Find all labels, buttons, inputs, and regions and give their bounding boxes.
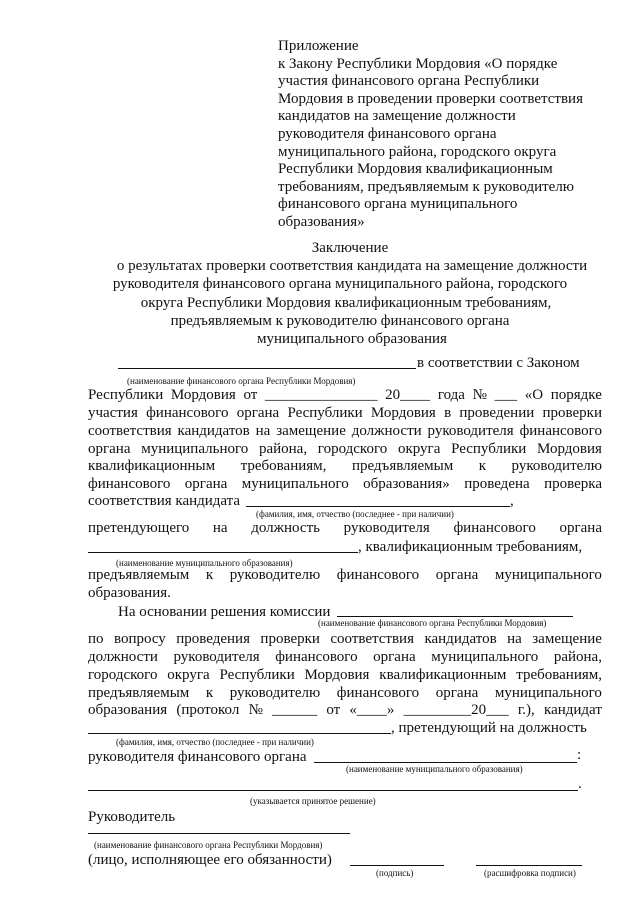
word: к <box>205 685 214 701</box>
word: г.), <box>517 702 535 718</box>
fill-line-fio <box>246 506 510 507</box>
word: на <box>255 423 271 439</box>
subtitle-line: предъявляемым к руководителю финансового органа <box>170 312 510 329</box>
word: ___ <box>494 387 518 403</box>
subtitle-line: руководителя финансового органа муниципального района, городского <box>112 276 568 293</box>
word: Республики <box>88 387 164 403</box>
fill-line-fio-2 <box>88 733 391 734</box>
caption-fin-organ-2: (наименование финансового органа Республики Мордовия) <box>318 618 547 628</box>
appendix-line: Приложение <box>278 38 359 54</box>
word: органа <box>435 567 479 583</box>
text-line-15 <box>88 649 602 666</box>
subtitle-line: муниципального образования <box>257 331 447 348</box>
fill-line-sign <box>350 865 444 866</box>
text-line-8-start: соответствия кандидата <box>88 493 241 509</box>
text-line-13-start: На основании решения комиссии <box>118 604 331 620</box>
word: муниципального <box>431 649 539 665</box>
word: проверки <box>260 631 320 647</box>
caption-decision: (указывается принятое решение) <box>250 796 376 806</box>
word: Мордовия <box>537 441 602 457</box>
text-line-6 <box>88 458 602 475</box>
text-line-7 <box>88 476 602 493</box>
text-line-17 <box>88 685 602 702</box>
fill-line-mun-2 <box>314 762 577 763</box>
text-line-18 <box>88 702 602 719</box>
appendix-line: руководителя финансового органа <box>278 126 497 142</box>
word: органа <box>559 520 602 536</box>
word: муниципального <box>494 685 602 701</box>
word: органа <box>88 441 131 457</box>
appendix-line: муниципального района, городского округа <box>278 143 557 160</box>
fill-line-fin-organ <box>118 368 416 369</box>
word: Мордовия <box>170 387 236 403</box>
word: ______ <box>272 702 318 718</box>
caption-fio-2: (фамилия, имя, отчество (последнее - при наличии) <box>116 737 314 747</box>
word: финансового <box>88 476 171 492</box>
word: участия <box>88 405 138 421</box>
word: финансового <box>146 405 229 421</box>
fill-line-decode <box>476 865 582 866</box>
word: вопросу <box>113 631 166 647</box>
word: кандидат <box>544 702 602 718</box>
word: финансового <box>453 520 536 536</box>
word: должность <box>251 520 320 536</box>
word: по <box>88 631 104 647</box>
text-line-10-end: , квалификационным требованиям, <box>358 539 583 555</box>
text-line-4 <box>88 423 602 440</box>
word: к <box>205 567 214 583</box>
word: муниципального <box>241 476 349 492</box>
caption-mun: (наименование муниципального образования) <box>116 558 293 568</box>
word: Республики <box>451 441 527 457</box>
text-line-20-end: : <box>577 747 582 763</box>
document-heading: Заключение <box>311 240 389 256</box>
text-line-14 <box>88 631 602 648</box>
text-line-19-end: , претендующий на должность <box>391 720 587 736</box>
word: руководителя <box>343 520 430 536</box>
word: 20____ <box>385 387 431 403</box>
text-line-12: образования. <box>88 585 171 601</box>
word: _______________ <box>265 387 378 403</box>
word: проверка <box>544 476 602 492</box>
word: района, <box>258 441 308 457</box>
word: образования» <box>363 476 450 492</box>
fill-line-fin-organ-3 <box>88 833 350 834</box>
text-line-3 <box>88 405 602 422</box>
text-line-20-start: руководителя финансового органа <box>88 749 307 765</box>
word: № <box>248 702 263 718</box>
word: муниципального <box>141 441 249 457</box>
word: Мордовия <box>304 667 370 683</box>
fill-line-commission <box>337 616 573 617</box>
text-line-9 <box>88 520 602 537</box>
text-line-5 <box>88 441 602 458</box>
signature-acting: (лицо, исполняющее его обязанности) <box>88 852 332 868</box>
text-line-16 <box>88 667 602 684</box>
fill-line-mun <box>88 552 358 553</box>
word: городского <box>88 667 158 683</box>
word: органа <box>236 405 280 421</box>
word: претендующего <box>88 520 190 536</box>
caption-sign: (подпись) <box>376 868 414 878</box>
word: замещение <box>532 631 602 647</box>
word: проверки <box>542 405 602 421</box>
word: образования <box>88 702 168 718</box>
word: органа <box>435 685 479 701</box>
word: от <box>326 702 341 718</box>
word: кандидатов <box>177 423 250 439</box>
caption-mun-2: (наименование муниципального образования) <box>346 764 523 774</box>
text-line-2 <box>88 387 602 404</box>
word: руководителю <box>229 567 321 583</box>
word: руководителя <box>173 649 260 665</box>
word: года <box>437 387 465 403</box>
word: предъявляемым <box>88 567 190 583</box>
word: должности <box>88 649 158 665</box>
subtitle-line: о результатах проверки соответствия кандидата на замещение должности <box>116 258 588 274</box>
word: предъявляемым <box>88 685 190 701</box>
word: Республики <box>287 405 363 421</box>
word: муниципального <box>494 567 602 583</box>
signature-head: Руководитель <box>88 809 176 825</box>
word: _________20___ <box>403 702 509 718</box>
word: должности <box>351 423 422 439</box>
appendix-line: образования» <box>278 214 365 230</box>
caption-decode: (расшифровка подписи) <box>484 868 576 878</box>
text-line-21-end: . <box>578 776 582 792</box>
word: к <box>478 458 487 474</box>
text-line-8-end: , <box>510 493 514 509</box>
word: финансового <box>519 423 602 439</box>
word: «О <box>524 387 544 403</box>
word: проведении <box>459 405 535 421</box>
word: органа <box>373 649 416 665</box>
word: финансового <box>336 567 420 583</box>
word: от <box>243 387 258 403</box>
word: на <box>507 631 522 647</box>
appendix-line: к Закону Республики Мордовия «О порядке <box>278 55 558 72</box>
word: кандидатов <box>424 631 497 647</box>
word: квалификационным <box>379 667 507 683</box>
word: финансового <box>336 685 420 701</box>
word: (протокол <box>176 702 240 718</box>
word: «____» <box>349 702 395 718</box>
word: № <box>472 387 487 403</box>
word: проведена <box>464 476 530 492</box>
word: квалификационным <box>88 458 216 474</box>
word: округа <box>167 667 210 683</box>
word: Республики <box>219 667 295 683</box>
word: требованиям, <box>240 458 327 474</box>
appendix-line: участия финансового органа Республики <box>278 73 540 90</box>
word: Мордовия <box>370 405 436 421</box>
subtitle-line: округа Республики Мордовия квалификационным требованиям, <box>140 294 552 311</box>
word: на <box>212 520 228 536</box>
word: руководителю <box>229 685 321 701</box>
word: соответствия <box>330 631 414 647</box>
word: района, <box>553 649 602 665</box>
word: округа <box>397 441 441 457</box>
appendix-line: финансового органа муниципального <box>278 196 518 213</box>
caption-fin-organ-3: (наименование финансового органа Республики Мордовия) <box>94 840 323 850</box>
appendix-line: требованиям, предъявляемым к руководителю <box>278 178 575 195</box>
word: органа <box>184 476 228 492</box>
appendix-line: кандидатов на замещение должности <box>278 108 516 125</box>
word: финансового <box>275 649 358 665</box>
word: предъявляемым <box>351 458 454 474</box>
appendix-line: Республики Мордовия квалификационным <box>278 161 553 178</box>
text-line-11 <box>88 567 602 584</box>
word: руководителю <box>511 458 602 474</box>
appendix-line: Мордовия в проведении проверки соответствия <box>278 90 583 107</box>
fill-line-decision <box>88 790 578 791</box>
caption-fin-organ: (наименование финансового органа Республики Мордовия) <box>127 376 356 386</box>
word: городского <box>317 441 388 457</box>
word: порядке <box>550 387 602 403</box>
caption-fio: (фамилия, имя, отчество (последнее - при наличии) <box>256 509 454 519</box>
word: соответствия <box>88 423 172 439</box>
word: в <box>444 405 452 421</box>
word: проведения <box>176 631 250 647</box>
text-p1-end: в соответствии с Законом <box>417 355 580 371</box>
word: замещение <box>276 423 346 439</box>
word: требованиям, <box>516 667 602 683</box>
word: руководителя <box>427 423 514 439</box>
